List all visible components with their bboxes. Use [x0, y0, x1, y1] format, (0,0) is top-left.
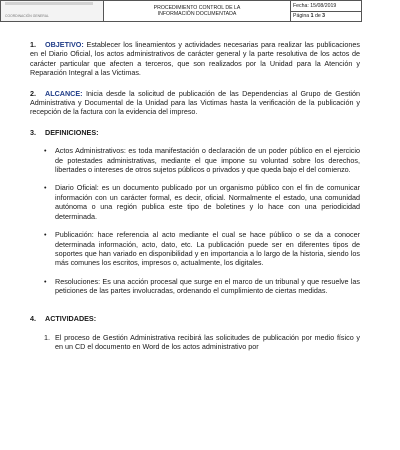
organization-logo [1, 1, 104, 22]
section-definiciones [30, 128, 360, 296]
section-heading: DEFINICIONES: [45, 127, 99, 137]
document-title-line-1: PROCEDIMIENTO CONTROL DE LA [153, 4, 241, 11]
definition-item: • Publicación: hace referencia al acto mediante el cual se hace público o se da a conocer determinada información, acto, dato, etc. La publicación puede ser en diferentes tipos de soportes que han variado en disponibilidad y en importancia a lo largo de la historia, siendo los más comunes los escritos, impresos o, actualmente, los digitales. [44, 230, 360, 268]
section-body: Inicia desde la solicitud de publicación de las Dependencias al Grupo de Gestión Administrativa y Documental de la Unidad para las Victimas hasta la verificación de la publicación y recepción de la factura con la evidencia del impreso. [30, 88, 360, 117]
document-title [104, 1, 291, 22]
logo-caption: COORDINACIÓN GENERAL [5, 14, 49, 18]
document-date: Fecha: 15/08/2019 [291, 1, 362, 12]
section-number: 3. [30, 127, 36, 137]
section-heading: ACTIVIDADES: [45, 313, 97, 323]
section-heading: ALCANCE: [45, 88, 83, 98]
definition-item: • Diario Oficial: es un documento publicado por un organismo público con el fin de comunicar información con un carácter formal, es decir, oficial. Normalmente el estado, una comunidad autónoma o una región publica este tipo de boletines y lo hace con una periodicidad determinada. [44, 183, 360, 221]
page-total: 3 [322, 13, 326, 20]
bullet-icon: • [44, 230, 47, 240]
definition-item: • Actos Administrativos: es toda manifestación o declaración de un poder público en el ejercicio de potestades administrativas, mediante el que impone su voluntad sobre los derechos, libertades o intereses de otros sujetos públicos o privados y que queda bajo el del comienzo. [44, 146, 360, 175]
document-title-line-2: INFORMACIÓN DOCUMENTADA [157, 11, 237, 17]
page-current: 1 [310, 13, 314, 20]
document-body [30, 40, 360, 352]
section-alcance [30, 89, 360, 117]
section-actividades [30, 314, 360, 352]
section-number: 2. [30, 88, 36, 98]
section-number: 1. [30, 40, 36, 49]
section-objetivo [30, 40, 360, 78]
page-indicator: Página 1 de 3 [291, 11, 362, 22]
activity-number: 1. [44, 332, 50, 342]
bullet-icon: • [44, 183, 47, 193]
section-number: 4. [30, 313, 36, 323]
section-body: Establecer los lineamientos y actividades necesarias para realizar las publicaciones en el Diario Oficial, los actos administrativos de carácter general y la parte resolutiva de los actos de carácter particular que afecten a terceros, que son realizados por la Unidad para la Atención y Reparación Integral a las Victimas. [30, 40, 360, 78]
document-header [0, 0, 362, 22]
logo-banner [5, 2, 93, 5]
section-heading: OBJETIVO: [45, 40, 84, 49]
bullet-icon: • [44, 146, 47, 156]
bullet-icon: • [44, 276, 47, 286]
definition-item: • Resoluciones: Es una acción procesal que surge en el marco de un tribunal y que resuelve las peticiones de las partes involucradas, ordenando el cumplimiento de ciertas medidas. [44, 276, 360, 296]
activity-item: 1. El proceso de Gestión Administrativa recibirá las solicitudes de publicación por medio físico y en un CD el documento en Word de los actos administrativo por [44, 332, 360, 352]
